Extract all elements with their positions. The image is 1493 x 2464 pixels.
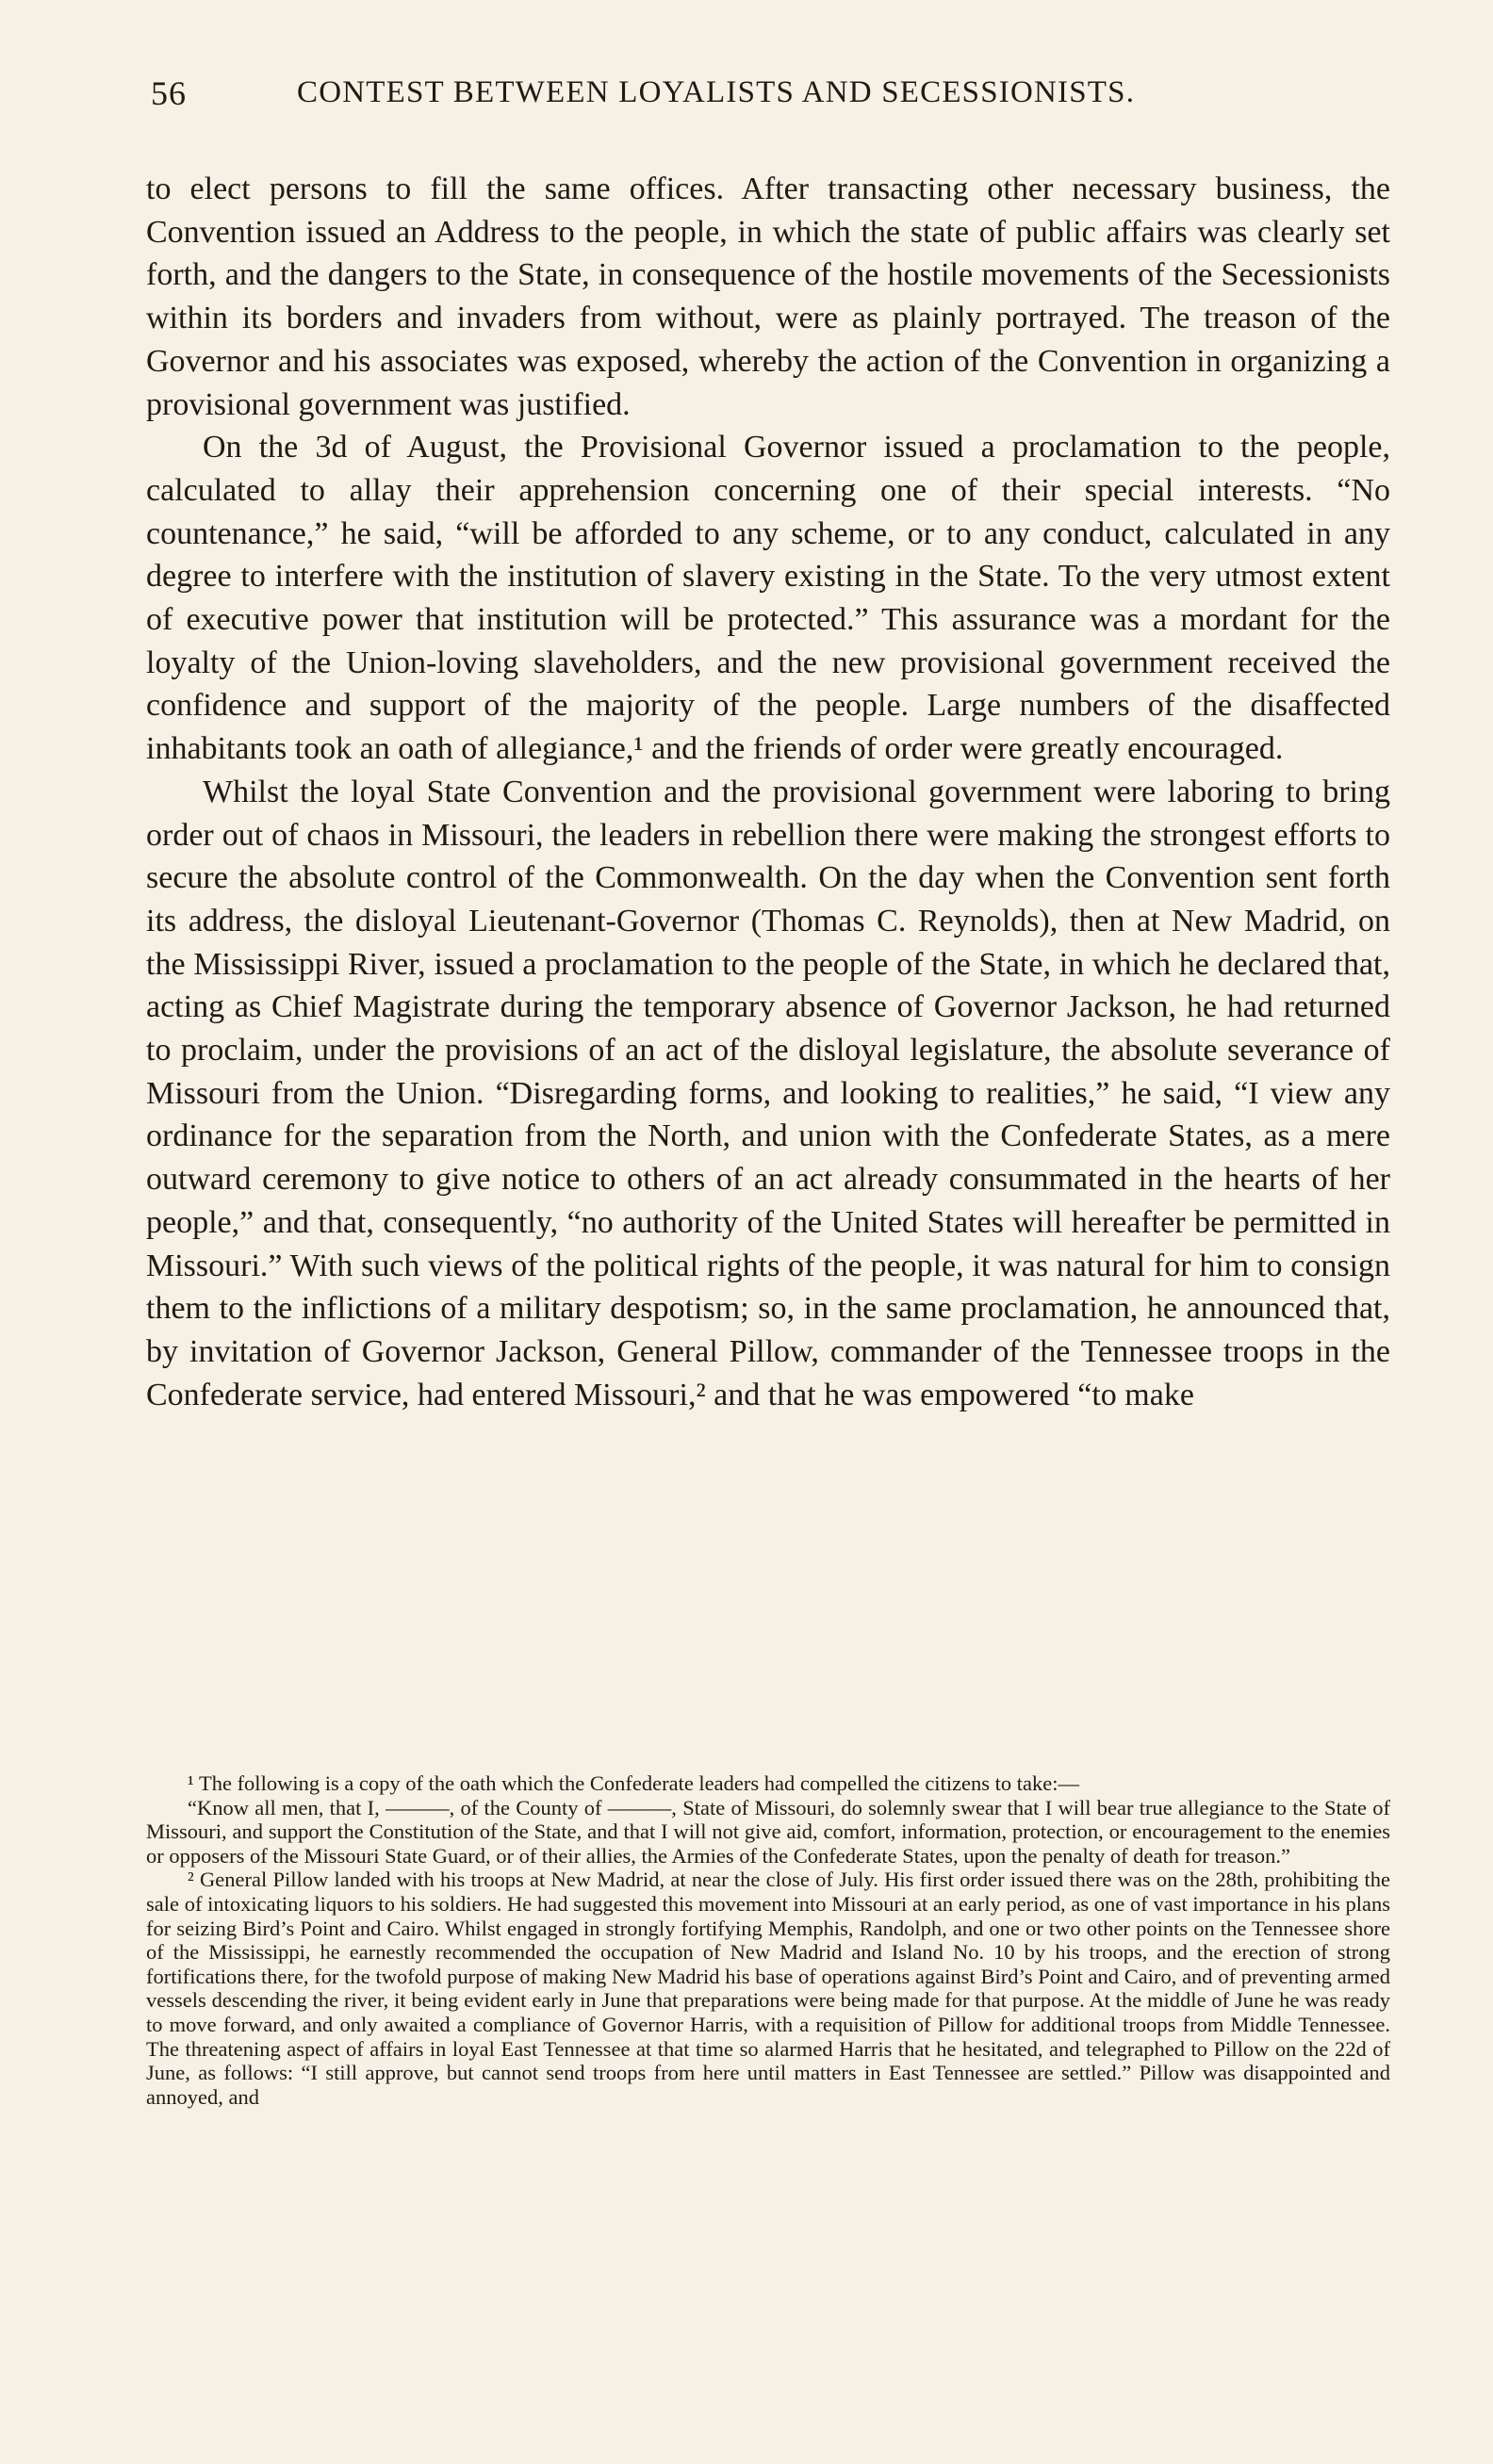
page-number: 56: [151, 74, 187, 112]
paragraph-3: Whilst the loyal State Convention and the provisional government were laboring to bring order out of chaos in Missouri, the leaders in rebellion there were making the strongest efforts to secure the absolute control of the Commonwealth. On the day when the Convention sent forth its address, the disloyal Lieutenant-Governor (Thomas C. Reynolds), then at New Madrid, on the Mississippi River, issued a proclamation to the people of the State, in which he declared that, acting as Chief Magistrate during the temporary absence of Governor Jackson, he had returned to proclaim, under the provisions of an act of the disloyal legislature, the absolute severance of Missouri from the Union. “Disregarding forms, and looking to realities,” he said, “I view any ordinance for the separation from the North, and union with the Confederate States, as a mere outward ceremony to give notice to others of an act already consummated in the hearts of her people,” and that, consequently, “no authority of the United States will hereafter be permitted in Missouri.” With such views of the political rights of the people, it was natural for him to consign them to the inflictions of a military despotism; so, in the same proclamation, he announced that, by invitation of Governor Jackson, General Pillow, commander of the Tennessee troops in the Confederate service, had entered Missouri,² and that he was empowered “to make: [146, 774, 1390, 1412]
footnote-2: ² General Pillow landed with his troops at New Madrid, at near the close of July. His first order issued there was on the 28th, prohibiting the sale of intoxicating liquors to his soldiers. He had suggested this movement into Missouri at an early period, as one of vast importance in his plans for seizing Bird’s Point and Cairo. Whilst engaged in strongly fortifying Memphis, Randolph, and one or two other points on the Tennessee shore of the Mississippi, he earnestly recommended the occupation of New Madrid and Island No. 10 by his troops, and the erection of strong fortifications there, for the twofold purpose of making New Madrid his base of operations against Bird’s Point and Cairo, and of preventing armed vessels descending the river, it being evident early in June that preparations were being made for that purpose. At the middle of June he was ready to move forward, and only awaited a compliance of Governor Harris, with a requisition of Pillow for additional troops from Middle Tennessee. The threatening aspect of affairs in loyal East Tennessee at that time so alarmed Harris that he hesitated, and telegraphed to Pillow on the 22d of June, as follows: “I still approve, but cannot send troops from here until matters in East Tennessee are settled.” Pillow was disappointed and annoyed, and: [146, 1868, 1390, 2109]
paragraph-1: to elect persons to fill the same offices. After transacting other necessary business, the Convention issued an Address to the people, in which the state of public affairs was clearly set forth, and the dangers to the State, in consequence of the hostile movements of the Secessionists within its borders and invaders from without, were as plainly portrayed. The treason of the Governor and his associates was exposed, whereby the action of the Convention in organizing a provisional government was justified.: [146, 171, 1390, 422]
footnotes: [146, 1771, 1390, 2109]
footnote-1-oath: “Know all men, that I, ———, of the County of ———, State of Missouri, do solemnly swear that I will bear true allegiance to the State of Missouri, and support the Constitution of the State, and that I will not give aid, comfort, information, protection, or encouragement to the enemies or opposers of the Missouri State Guard, or of their allies, the Armies of the Confederate States, upon the penalty of death for treason.”: [146, 1795, 1390, 1868]
footnote-1-intro: ¹ The following is a copy of the oath which the Confederate leaders had compelled the citizens to take:—: [188, 1771, 1080, 1795]
running-head: [151, 73, 1404, 121]
running-title: CONTEST BETWEEN LOYALISTS AND SECESSIONISTS.: [297, 75, 1136, 109]
paragraph-2: On the 3d of August, the Provisional Governor issued a proclamation to the people, calculated to allay their apprehension concerning one of their special interests. “No countenance,” he said, “will be afforded to any scheme, or to any conduct, calculated in any degree to interfere with the institution of slavery existing in the State. To the very utmost extent of executive power that institution will be protected.” This assurance was a mordant for the loyalty of the Union-loving slaveholders, and the new provisional government received the confidence and support of the majority of the people. Large numbers of the disaffected inhabitants took an oath of allegiance,¹ and the friends of order were greatly encouraged.: [146, 430, 1390, 767]
body-text: [146, 168, 1390, 1416]
